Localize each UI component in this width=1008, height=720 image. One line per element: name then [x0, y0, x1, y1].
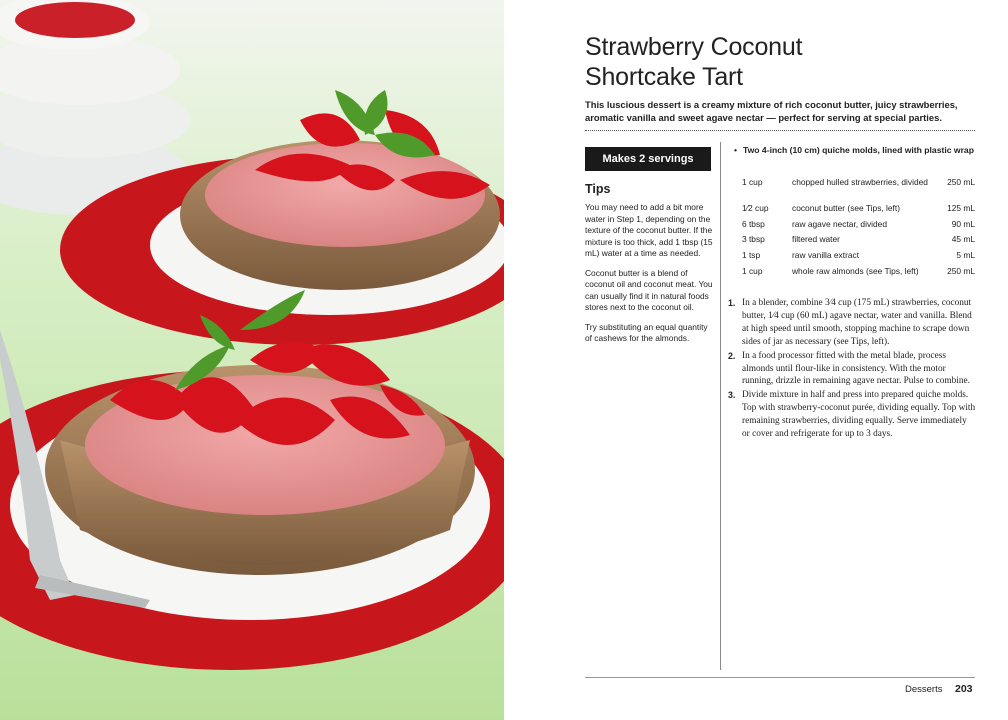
- equipment-note: [734, 145, 979, 157]
- footer-section: Desserts: [905, 684, 943, 695]
- ingredient-list: [742, 177, 975, 292]
- ingredient-name: raw vanilla extract: [792, 250, 860, 261]
- step-number: 2.: [728, 350, 736, 361]
- ingredient-row: [742, 266, 975, 292]
- recipe-title-line2: Shortcake Tart: [585, 63, 743, 91]
- ingredient-metric: 125 mL: [947, 203, 975, 213]
- ingredient-qty: 1 tsp: [742, 250, 761, 261]
- step-text: In a food processor fitted with the metal blade, process almonds until flour-like in consistency. With the motor running, drizzle in remaining agave nectar. Pulse to combine.: [742, 350, 970, 387]
- recipe-title-line1: Strawberry Coconut: [585, 33, 803, 61]
- method-step: [728, 297, 976, 349]
- ingredient-row: [742, 219, 975, 235]
- tips-heading: Tips: [585, 182, 611, 196]
- recipe-intro: This luscious dessert is a creamy mixture of rich coconut butter, juicy strawberries, aromatic vanilla and sweet agave nectar — perfect for serving at special parties.: [585, 99, 958, 123]
- bullet-icon: •: [734, 145, 738, 155]
- ingredient-name: coconut butter (see Tips, left): [792, 203, 900, 213]
- method-step: [728, 350, 976, 389]
- ingredient-metric: 250 mL: [947, 265, 975, 276]
- recipe-page: [504, 0, 1008, 720]
- method-step: [728, 389, 976, 441]
- step-number: 1.: [728, 298, 736, 308]
- ingredient-name: whole raw almonds (see Tips, left): [792, 265, 919, 276]
- ingredient-name: raw agave nectar, divided: [792, 218, 887, 229]
- ingredient-row: [742, 234, 975, 250]
- recipe-title: [585, 32, 985, 92]
- ingredient-metric: 5 mL: [956, 250, 975, 261]
- ingredient-qty: 1⁄2 cup: [742, 203, 769, 213]
- equipment-text: Two 4-inch (10 cm) quiche molds, lined with plastic wrap: [743, 145, 974, 155]
- page-number: 203: [955, 683, 973, 695]
- tip-paragraph: You may need to add a bit more water in Step 1, depending on the texture of the coconut butter. If the mixture is too thick, add 1 tbsp (15 mL) water at a time as needed.: [585, 202, 713, 258]
- ingredient-metric: 90 mL: [951, 218, 975, 229]
- ingredient-row: [742, 250, 975, 266]
- ingredient-name: chopped hulled strawberries, divided: [792, 177, 928, 187]
- ingredient-metric: 45 mL: [951, 234, 975, 245]
- ingredient-metric: 250 mL: [947, 177, 975, 187]
- tips-block: [585, 202, 713, 353]
- ingredient-name: filtered water: [792, 234, 840, 245]
- dotted-divider: [585, 130, 975, 131]
- ingredient-qty: 3 tbsp: [742, 234, 765, 245]
- method-steps: [728, 297, 976, 442]
- ingredient-qty: 1 cup: [742, 177, 763, 187]
- ingredient-qty: 6 tbsp: [742, 218, 765, 229]
- footer-rule: [585, 677, 975, 678]
- tip-paragraph: Coconut butter is a blend of coconut oil and coconut meat. You can usually find it in natural foods stores next to the coconut oil.: [585, 267, 713, 312]
- step-text: In a blender, combine 3⁄4 cup (175 mL) strawberries, coconut butter, 1⁄4 cup (60 mL) agave nectar, water and vanilla. Blend at high speed until smooth, stopping machine to scrape down sides of jar as necessary (see Tips, left).: [742, 298, 972, 347]
- ingredient-row: [742, 203, 975, 219]
- step-text: Divide mixture in half and press into prepared quiche molds. Top with strawberry-coconut purée, dividing equally. Top with remaining strawberries, dividing equally. Serve immediately or cover and refrigerate for up to 3 days.: [742, 390, 976, 440]
- tip-paragraph: Try substituting an equal quantity of cashews for the almonds.: [585, 321, 708, 343]
- column-divider: [720, 142, 721, 670]
- ingredient-qty: 1 cup: [742, 265, 763, 276]
- yield-badge: Makes 2 servings: [585, 147, 711, 171]
- ingredient-row: [742, 177, 975, 203]
- step-number: 3.: [728, 390, 736, 401]
